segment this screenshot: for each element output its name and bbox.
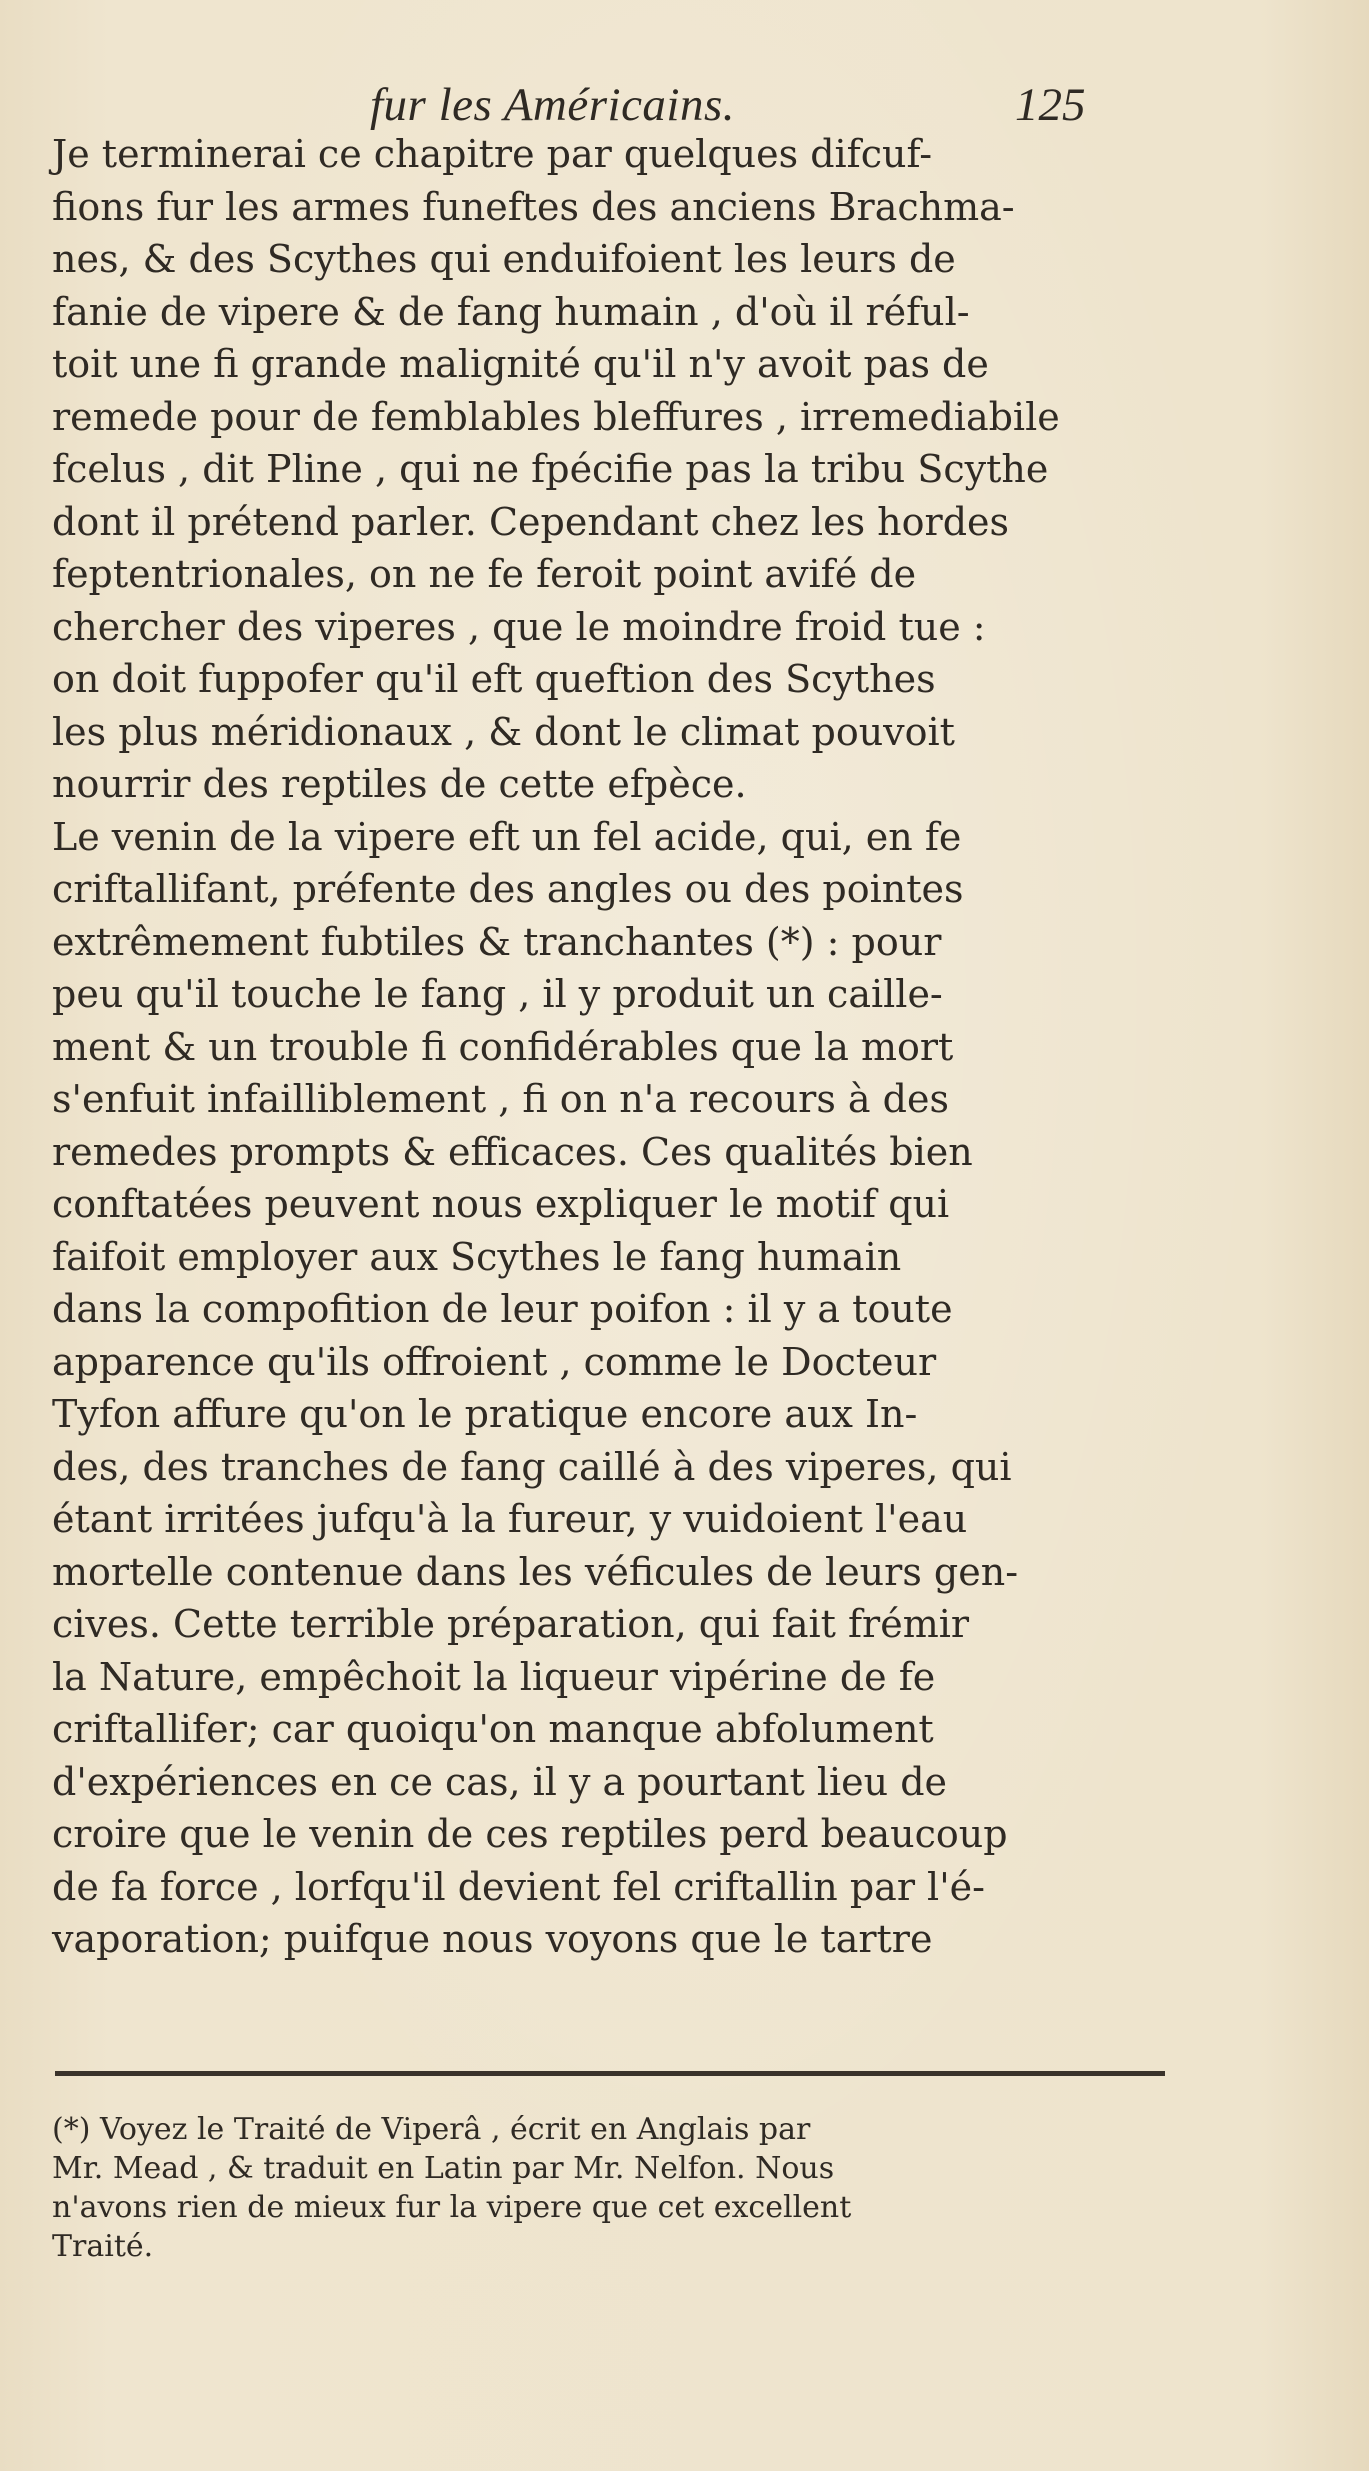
text-line: Tyfon affure qu'on le pratique encore aux In- [52,1392,918,1436]
text-line: faifoit employer aux Scythes le fang humain [52,1234,902,1279]
footnote-line: Traité. [52,2229,154,2264]
text-line: criftallifant, préfente des angles ou des pointes [52,867,964,911]
text-line: les plus méridionaux , & dont le climat pouvoit [52,709,955,754]
footnote-line: n'avons rien de mieux fur la vipere que cet excellent [52,2190,852,2225]
text-line: Je terminerai ce chapitre par quelques difcuf- [52,132,933,176]
running-title: fur les Américains. [370,79,736,131]
text-line: dans la compofition de leur poifon : il y a toute [52,1287,953,1331]
text-line: on doit fuppofer qu'il eft queftion des Scythes [52,657,936,701]
text-line: dont il prétend parler. Cependant chez les hordes [52,499,1010,544]
text-line: cives. Cette terrible préparation, qui fait frémir [52,1602,970,1646]
footnote-line: Mr. Mead , & traduit en Latin par Mr. Nelfon. Nous [52,2151,835,2186]
text-line: des, des tranches de fang caillé à des viperes, qui [52,1444,1012,1489]
text-line: étant irritées jufqu'à la fureur, y vuidoient l'eau [52,1497,968,1541]
text-line: fions fur les armes funeftes des anciens Brachma- [52,184,1015,229]
text-line: croire que le venin de ces reptiles perd beaucoup [52,1812,1008,1856]
text-line: s'enfuit infailliblement , fi on n'a recours à des [52,1077,949,1121]
text-line: remede pour de femblables bleffures , irremediabile [52,394,1060,439]
page-number: 125 [1015,79,1086,131]
text-line: feptentrionales, on ne fe feroit point avifé de [52,552,917,596]
footnote-line: (*) Voyez le Traité de Viperâ , écrit en Anglais par [52,2112,811,2147]
text-line: apparence qu'ils offroient , comme le Docteur [52,1339,937,1384]
text-line: vaporation; puifque nous voyons que le tartre [52,1917,933,1961]
text-line: d'expériences en ce cas, il y a pourtant lieu de [52,1759,948,1804]
text-line: ment & un trouble fi confidérables que la mort [52,1024,954,1069]
text-line: peu qu'il touche le fang , il y produit un caille- [52,972,943,1016]
text-line: la Nature, empêchoit la liqueur vipérine de fe [52,1654,936,1699]
text-line: remedes prompts & efficaces. Ces qualités bien [52,1129,973,1174]
text-line: Le venin de la vipere eft un fel acide, qui, en fe [52,814,962,859]
text-line: mortelle contenue dans les véficules de leurs gen- [52,1549,1019,1594]
text-line: nes, & des Scythes qui enduifoient les leurs de [52,237,956,281]
body-text [52,128,1172,1966]
text-line: fanie de vipere & de fang humain , d'où il réful- [52,289,970,334]
text-line: conftatées peuvent nous expliquer le motif qui [52,1182,950,1226]
text-line: fcelus , dit Pline , qui ne fpécifie pas la tribu Scythe [52,447,1049,491]
text-line: de fa force , lorfqu'il devient fel criftallin par l'é- [52,1864,985,1909]
footnote [52,2110,1172,2266]
text-line: extrêmement fubtiles & tranchantes (*) : pour [52,919,942,964]
text-line: chercher des viperes , que le moindre froid tue : [52,604,986,649]
text-line: nourrir des reptiles de cette efpèce. [52,762,747,806]
text-line: toit une fi grande malignité qu'il n'y avoit pas de [52,342,989,386]
text-line: criftallifer; car quoiqu'on manque abfolument [52,1707,934,1751]
footnote-divider [55,2071,1165,2076]
